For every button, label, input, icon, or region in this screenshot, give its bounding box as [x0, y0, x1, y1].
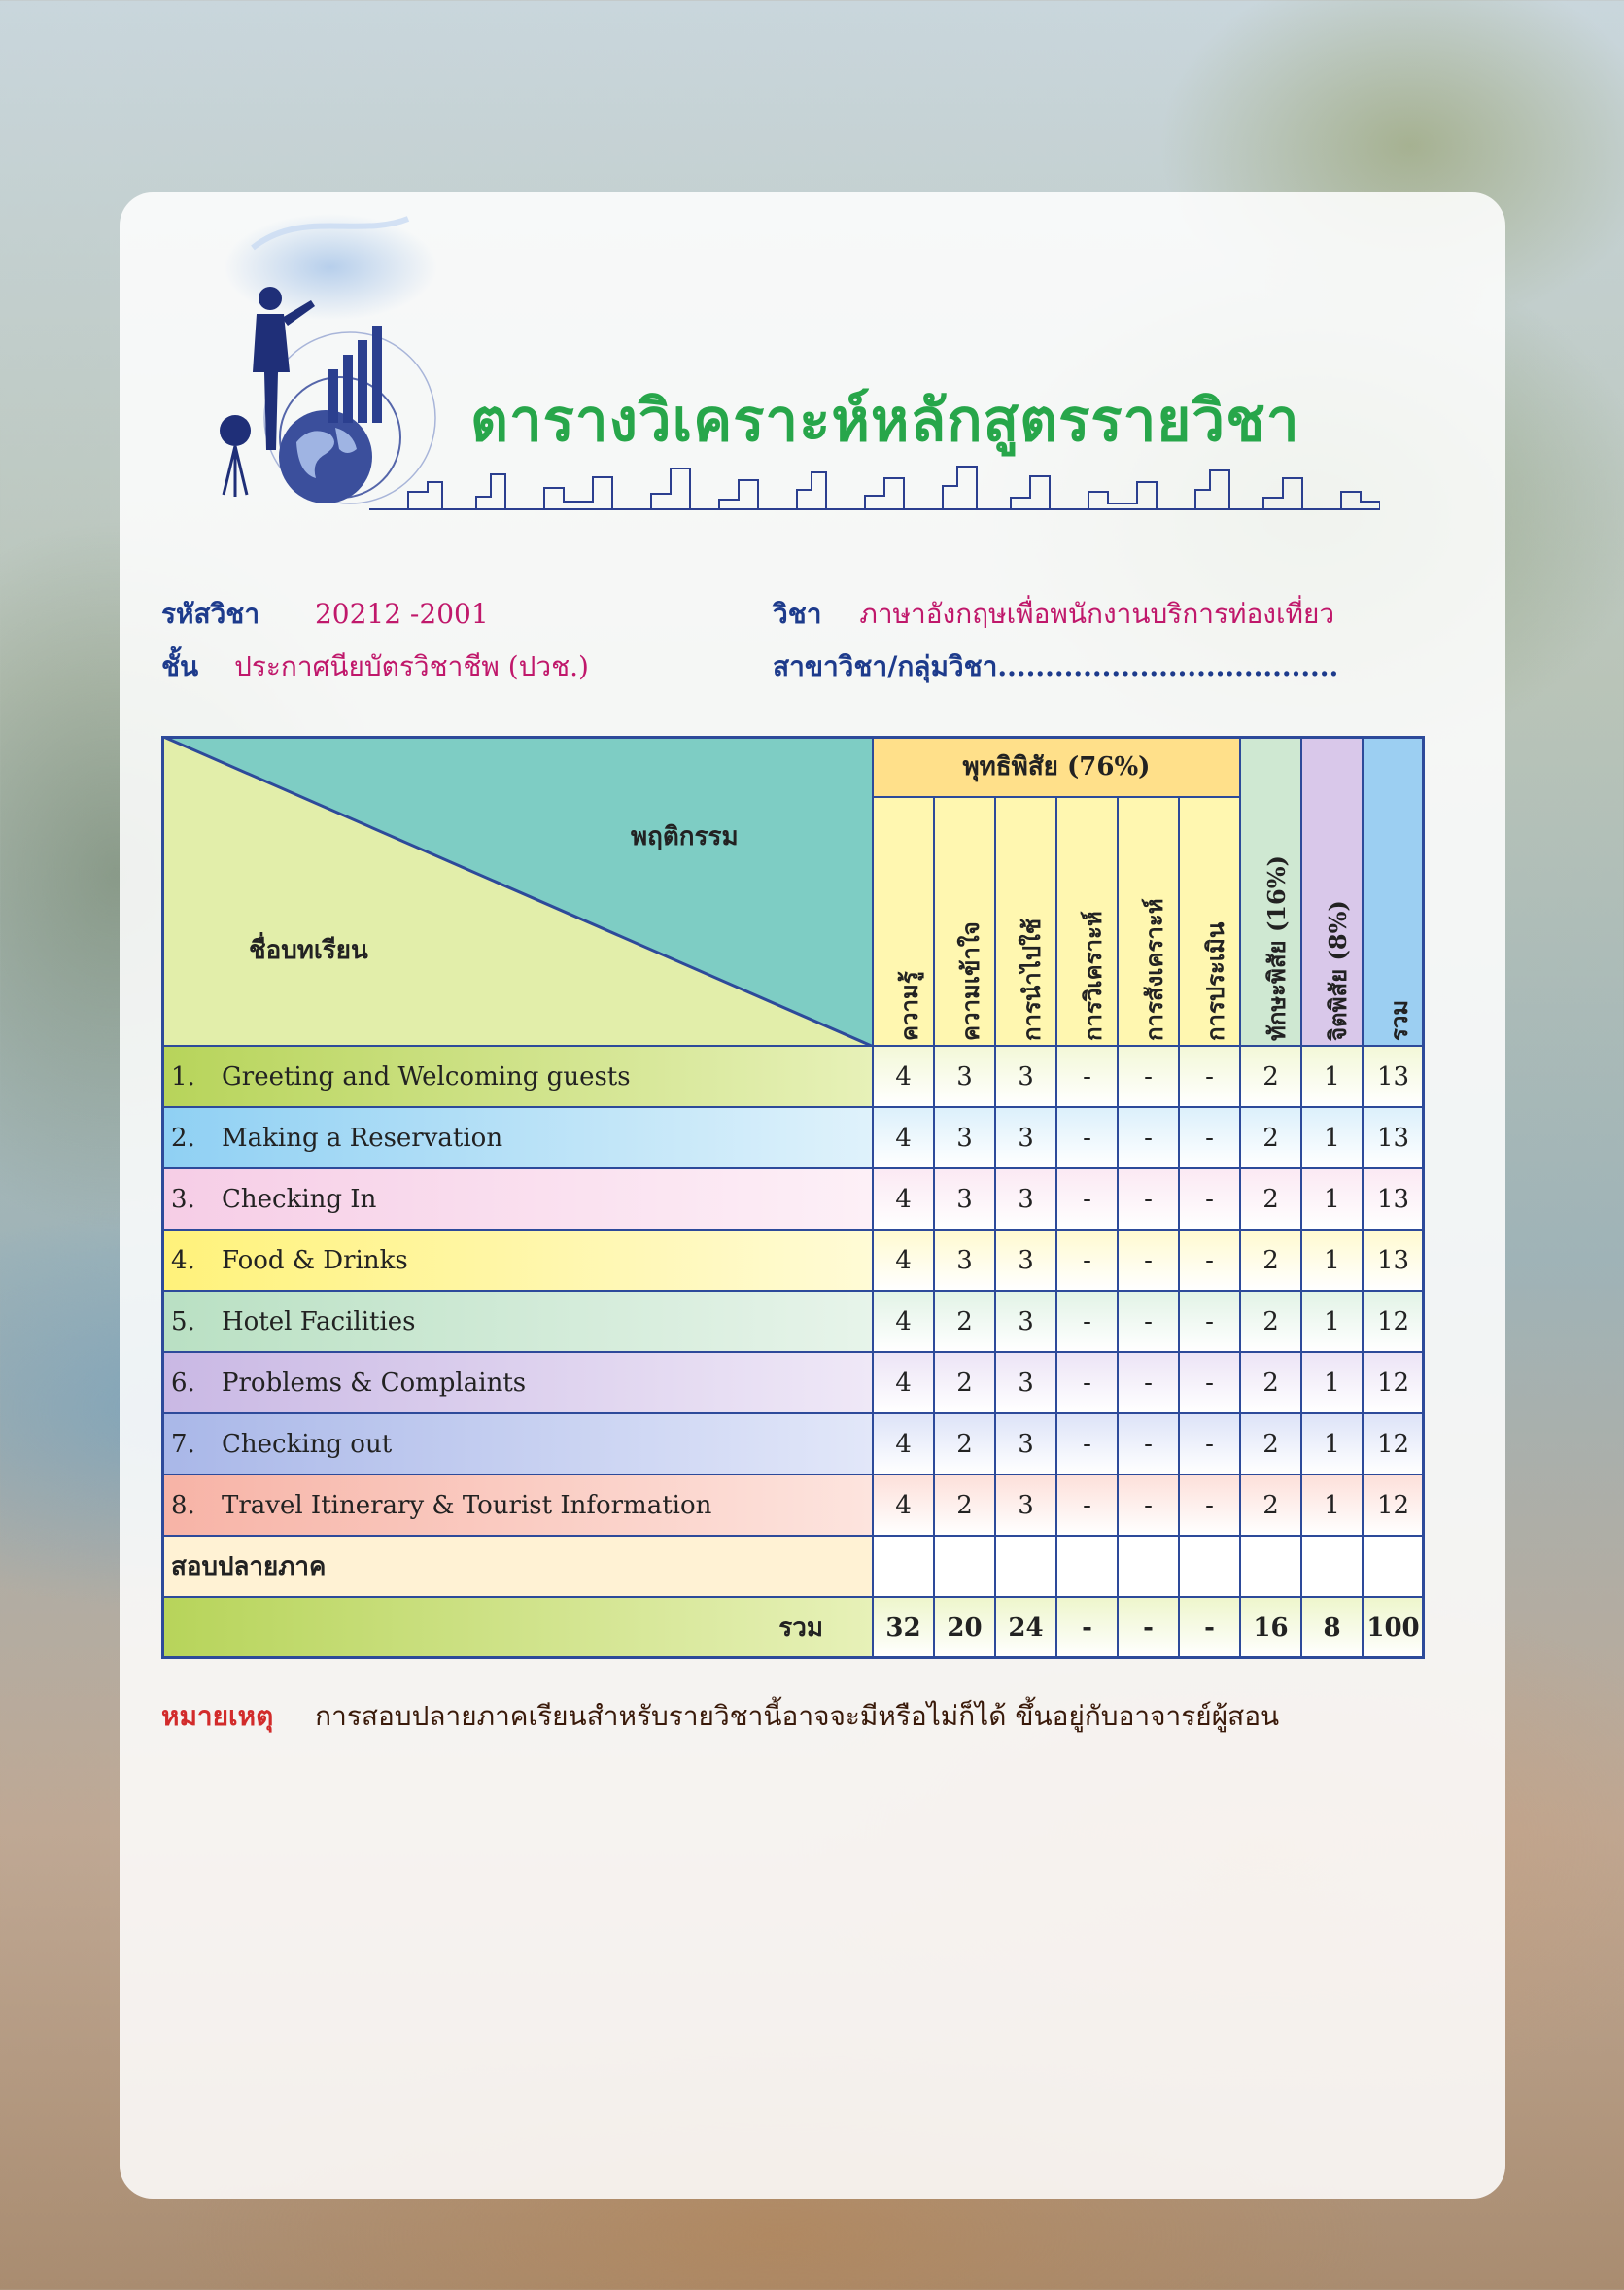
lesson-name: Problems & Complaints	[222, 1368, 527, 1398]
table-cell: 12	[1364, 1475, 1425, 1537]
table-cell: -	[1057, 1475, 1119, 1537]
table-cell	[1364, 1537, 1425, 1598]
table-cell: 1	[1302, 1231, 1364, 1292]
table-cell: 3	[996, 1047, 1057, 1108]
table-cell: 1	[1302, 1292, 1364, 1353]
column-header-label: ทักษะพิสัย (16%)	[1261, 855, 1291, 1041]
table-cell: 4	[874, 1353, 935, 1414]
table-cell: 3	[996, 1292, 1057, 1353]
table-cell: -	[1180, 1231, 1241, 1292]
table-cell: 2	[935, 1353, 996, 1414]
footnote	[161, 1695, 1279, 1738]
total-cell: 8	[1302, 1598, 1364, 1659]
table-cell: -	[1180, 1414, 1241, 1475]
table-cell: 4	[874, 1414, 935, 1475]
table-cell: 2	[1241, 1475, 1302, 1537]
table-cell: -	[1180, 1047, 1241, 1108]
lesson-number: 7.	[171, 1429, 195, 1459]
table-cell: -	[1119, 1047, 1180, 1108]
corner-behavior-label: พฤติกรรม	[631, 822, 739, 851]
cognitive-domain-header: พุทธิพิสัย (76%)	[874, 736, 1241, 798]
column-header-label: การสังเคราะห์	[1139, 898, 1168, 1041]
course-subject-value: ภาษาอังกฤษเพื่อพนักงานบริการท่องเที่ยว	[859, 598, 1335, 630]
table-cell: 12	[1364, 1353, 1425, 1414]
table-cell: -	[1180, 1353, 1241, 1414]
table-cell: 2	[1241, 1292, 1302, 1353]
total-cell: -	[1057, 1598, 1119, 1659]
page-title: ตารางวิเคราะห์หลักสูตรรายวิชา	[470, 387, 1300, 455]
total-cell: -	[1119, 1598, 1180, 1659]
column-header	[874, 798, 935, 1047]
table-cell: 3	[935, 1231, 996, 1292]
table-cell: 4	[874, 1169, 935, 1231]
table-cell: 13	[1364, 1047, 1425, 1108]
table-cell: -	[1180, 1108, 1241, 1169]
lesson-number: 1.	[171, 1061, 195, 1092]
table-cell: 2	[1241, 1414, 1302, 1475]
table-cell: -	[1057, 1292, 1119, 1353]
course-level	[161, 645, 589, 688]
table-cell: 1	[1302, 1108, 1364, 1169]
table-cell	[1119, 1537, 1180, 1598]
table-cell: 4	[874, 1108, 935, 1169]
column-header	[1119, 798, 1180, 1047]
column-header-label: ความเข้าใจ	[955, 921, 985, 1041]
column-header-label: จิตพิสัย (8%)	[1323, 900, 1352, 1041]
table-row	[161, 1475, 874, 1537]
curriculum-analysis-table	[161, 736, 1425, 1659]
table-cell: -	[1057, 1108, 1119, 1169]
total-cell: 100	[1364, 1598, 1425, 1659]
table-row	[161, 1108, 874, 1169]
table-cell: 1	[1302, 1475, 1364, 1537]
table-cell: -	[1119, 1231, 1180, 1292]
lesson-number: 8.	[171, 1490, 195, 1520]
table-cell: -	[1057, 1414, 1119, 1475]
table-cell: 1	[1302, 1353, 1364, 1414]
lesson-name: Checking out	[222, 1429, 393, 1459]
table-cell: 3	[996, 1169, 1057, 1231]
table-cell: -	[1119, 1353, 1180, 1414]
course-subject	[773, 593, 1334, 636]
city-skyline-decoration	[369, 463, 1380, 511]
table-row	[161, 1414, 874, 1475]
table-cell: -	[1119, 1292, 1180, 1353]
table-cell: 4	[874, 1475, 935, 1537]
table-cell: 2	[935, 1292, 996, 1353]
table-cell	[874, 1537, 935, 1598]
table-cell: 13	[1364, 1108, 1425, 1169]
total-cell: 32	[874, 1598, 935, 1659]
table-cell: -	[1180, 1292, 1241, 1353]
total-cell: 16	[1241, 1598, 1302, 1659]
table-row	[161, 1231, 874, 1292]
lesson-number: 3.	[171, 1184, 195, 1214]
corner-header	[161, 736, 874, 1047]
column-header	[935, 798, 996, 1047]
column-header	[1180, 798, 1241, 1047]
column-header	[1057, 798, 1119, 1047]
course-field-label: สาขาวิชา/กลุ่มวิชา	[773, 650, 998, 682]
table-cell: 3	[935, 1047, 996, 1108]
table-row	[161, 1169, 874, 1231]
lesson-number: 6.	[171, 1368, 195, 1398]
total-row-label: รวม	[161, 1598, 874, 1659]
total-cell: 24	[996, 1598, 1057, 1659]
table-cell	[1302, 1537, 1364, 1598]
lesson-number: 2.	[171, 1123, 195, 1153]
table-cell: 12	[1364, 1292, 1425, 1353]
table-cell: 3	[996, 1353, 1057, 1414]
table-cell: -	[1057, 1353, 1119, 1414]
course-level-label: ชั้น	[161, 650, 199, 682]
table-cell: 1	[1302, 1047, 1364, 1108]
table-cell: 4	[874, 1292, 935, 1353]
corner-lesson-label: ชื่อบทเรียน	[249, 936, 368, 965]
table-cell	[1180, 1537, 1241, 1598]
course-field	[773, 645, 1338, 688]
table-cell: 13	[1364, 1169, 1425, 1231]
course-level-value: ประกาศนียบัตรวิชาชีพ (ปวช.)	[234, 650, 589, 682]
table-cell: 3	[996, 1108, 1057, 1169]
table-cell: 2	[1241, 1169, 1302, 1231]
table-cell	[996, 1537, 1057, 1598]
footnote-label: หมายเหตุ	[161, 1700, 274, 1732]
lesson-number: 4.	[171, 1245, 195, 1275]
table-cell: 4	[874, 1047, 935, 1108]
table-cell: -	[1057, 1169, 1119, 1231]
course-code	[161, 593, 489, 636]
total-cell: -	[1180, 1598, 1241, 1659]
table-cell: -	[1119, 1475, 1180, 1537]
column-header	[1364, 736, 1425, 1047]
table-cell: 3	[935, 1169, 996, 1231]
lesson-name: Making a Reservation	[222, 1123, 503, 1153]
column-header-label: การนำไปใช้	[1017, 918, 1046, 1041]
table-row	[161, 1292, 874, 1353]
course-code-label: รหัสวิชา	[161, 598, 260, 630]
table-cell: -	[1057, 1231, 1119, 1292]
table-cell: 1	[1302, 1169, 1364, 1231]
table-cell: 2	[1241, 1047, 1302, 1108]
table-cell: 2	[1241, 1231, 1302, 1292]
column-header-label: การประเมิน	[1200, 921, 1229, 1041]
column-header-label: การวิเคราะห์	[1078, 911, 1107, 1041]
table-cell: 2	[935, 1414, 996, 1475]
table-cell: 3	[996, 1231, 1057, 1292]
table-cell: 13	[1364, 1231, 1425, 1292]
lesson-name: Travel Itinerary & Tourist Information	[222, 1490, 712, 1520]
table-row	[161, 1047, 874, 1108]
table-cell: 1	[1302, 1414, 1364, 1475]
course-code-value: 20212 -2001	[314, 598, 489, 630]
table-row	[161, 1353, 874, 1414]
lesson-name: Food & Drinks	[222, 1245, 408, 1275]
table-cell: 4	[874, 1231, 935, 1292]
course-subject-label: วิชา	[773, 598, 822, 630]
column-header	[1302, 736, 1364, 1047]
column-header	[1241, 736, 1302, 1047]
table-cell: 3	[935, 1108, 996, 1169]
corner-diagonal	[161, 736, 874, 1047]
column-header-label: รวม	[1384, 999, 1413, 1041]
column-header	[996, 798, 1057, 1047]
table-cell: -	[1119, 1169, 1180, 1231]
table-cell: 2	[935, 1475, 996, 1537]
table-cell	[1057, 1537, 1119, 1598]
table-cell: 2	[1241, 1108, 1302, 1169]
table-cell: 3	[996, 1475, 1057, 1537]
table-cell: 12	[1364, 1414, 1425, 1475]
table-cell: -	[1119, 1414, 1180, 1475]
table-cell	[935, 1537, 996, 1598]
table-cell: 2	[1241, 1353, 1302, 1414]
footnote-text: การสอบปลายภาคเรียนสำหรับรายวิชานี้อาจจะมีหรือไม่ก็ได้ ขึ้นอยู่กับอาจารย์ผู้สอน	[315, 1700, 1280, 1732]
lesson-number: 5.	[171, 1306, 195, 1336]
table-cell: -	[1180, 1475, 1241, 1537]
lesson-name: Checking In	[222, 1184, 377, 1214]
table-cell: -	[1180, 1169, 1241, 1231]
column-header-label: ความรู้	[894, 971, 923, 1041]
table-cell	[1241, 1537, 1302, 1598]
course-field-value: ....................................	[997, 650, 1339, 682]
lesson-name: Hotel Facilities	[222, 1306, 416, 1336]
lesson-name: Greeting and Welcoming guests	[222, 1061, 631, 1092]
final-exam-row: สอบปลายภาค	[161, 1537, 874, 1598]
table-cell: -	[1119, 1108, 1180, 1169]
table-cell: -	[1057, 1047, 1119, 1108]
table-cell: 3	[996, 1414, 1057, 1475]
total-cell: 20	[935, 1598, 996, 1659]
